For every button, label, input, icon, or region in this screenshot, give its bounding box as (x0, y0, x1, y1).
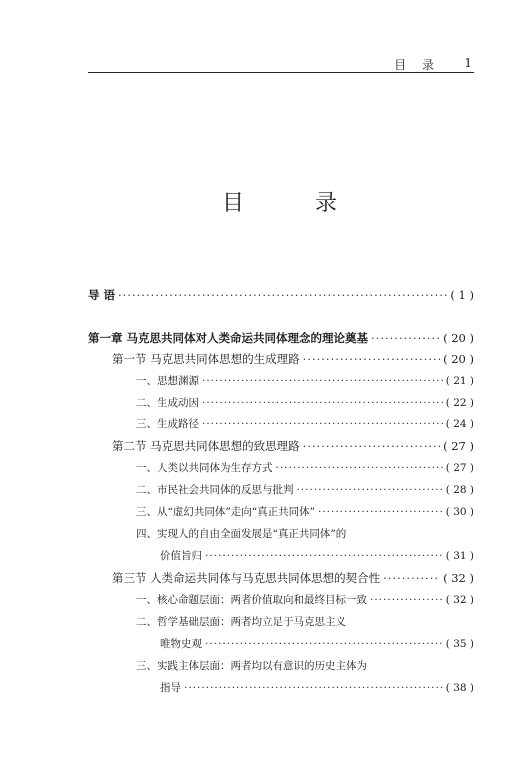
toc-entry-section[interactable]: 第二节 马克思共同体思想的致思理路 ····· ( 27 ) (112, 437, 474, 455)
toc-entry-item[interactable]: 三、生成路径 ····· ( 24 ) (136, 415, 474, 433)
toc-entry-item[interactable]: 一、核心命题层面：两者价值取向和最终目标一致 ····· ( 32 ) (136, 591, 474, 609)
toc-entry-item[interactable]: 二、生成动因 ····· ( 22 ) (136, 394, 474, 412)
toc-entry-chapter-1[interactable]: 第一章 马克思共同体对人类命运共同体理念的理论奠基 ····· ( 20 ) (88, 329, 474, 347)
toc-entry-item[interactable]: 二、市民社会共同体的反思与批判 ····· ( 28 ) (136, 481, 474, 499)
toc-entry-item[interactable]: 四、实现人的自由全面发展是“真正共同体”的 (136, 528, 347, 540)
toc-entry-item-continued[interactable]: 价值旨归 ····· ( 31 ) (160, 547, 474, 565)
toc-entry-introduction[interactable]: 导 语 ····· ( 1 ) (88, 286, 474, 304)
toc-entry-item[interactable]: 三、从“虚幻共同体”走向“真正共同体” ····· ( 30 ) (136, 503, 474, 521)
toc-entry-section[interactable]: 第一节 马克思共同体思想的生成理路 ····· ( 20 ) (112, 350, 474, 368)
toc-entry-section[interactable]: 第三节 人类命运共同体与马克思共同体思想的契合性 ····· ( 32 ) (112, 569, 474, 587)
toc-entry-item[interactable]: 一、思想渊源 ····· ( 21 ) (136, 372, 474, 390)
running-header (88, 52, 474, 73)
header-page-number: 1 (464, 56, 472, 70)
toc-entry-item[interactable]: 一、人类以共同体为生存方式 ····· ( 27 ) (136, 459, 474, 477)
toc-entry-item-continued[interactable]: 指导 ····· ( 38 ) (160, 679, 474, 697)
header-title: 目 录 (394, 58, 440, 72)
toc-entry-item-continued[interactable]: 唯物史观 ····· ( 35 ) (160, 635, 474, 653)
toc-entry-item[interactable]: 三、实践主体层面：两者均以有意识的历史主体为 (136, 660, 367, 672)
toc-entry-item[interactable]: 二、哲学基础层面：两者均立足于马克思主义 (136, 616, 346, 628)
page-title: 目 录 (222, 191, 369, 216)
